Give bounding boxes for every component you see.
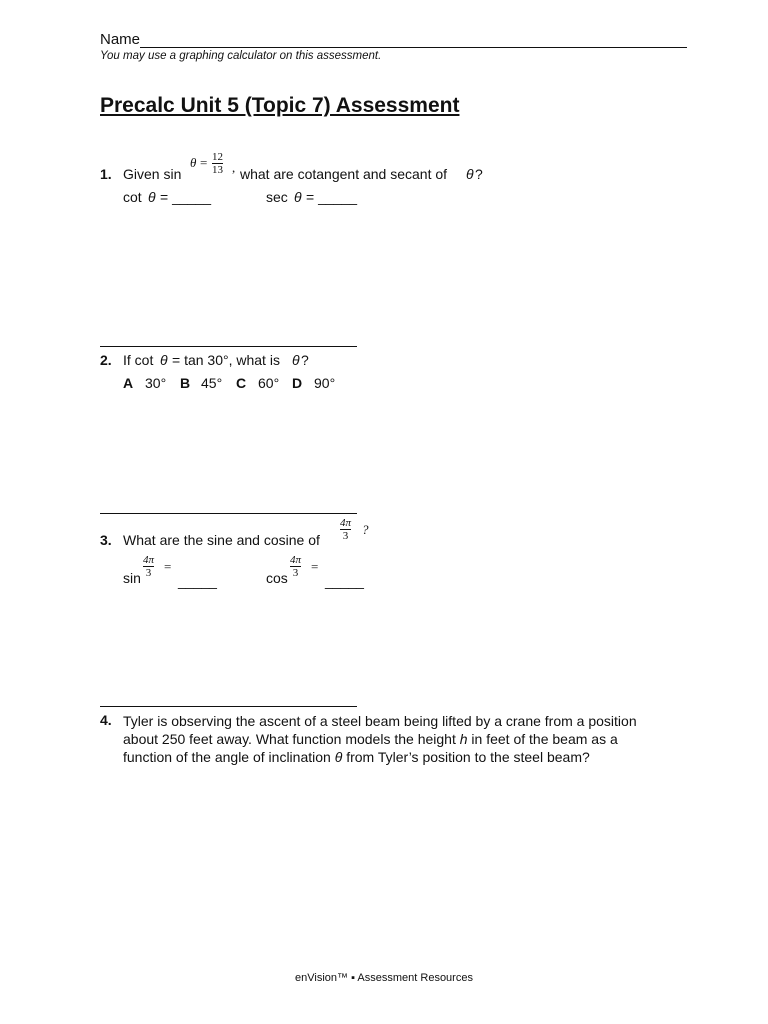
option-c-letter[interactable]: C (236, 375, 247, 391)
question-number: 2. (100, 352, 112, 368)
option-a-value[interactable]: 30° (145, 375, 167, 391)
theta-symbol: θ (160, 352, 168, 368)
page-title: Precalc Unit 5 (Topic 7) Assessment (100, 94, 460, 117)
variable-h: h (459, 731, 468, 747)
sin-answer-blank[interactable]: _____ (178, 573, 217, 589)
option-a-letter[interactable]: A (123, 375, 134, 391)
theta-symbol: θ (292, 352, 300, 368)
theta-symbol: θ (466, 166, 474, 182)
question-mark: ? (475, 166, 483, 182)
theta-symbol: θ (148, 189, 156, 205)
sec-label: sec (266, 189, 288, 205)
question-mark: ? (362, 522, 369, 537)
equals-sign: = (311, 559, 319, 574)
question-text-middle: = tan 30°, what is (172, 352, 280, 368)
fraction-numerator: 4π (143, 554, 155, 566)
cot-answer-blank[interactable]: = _____ (160, 189, 211, 205)
question-text-part-a: Tyler is observing the ascent of a steel beam being lifted by a crane from a position about 250 feet away. What function models the height (123, 713, 637, 747)
question-text-suffix: what are cotangent and secant of (240, 166, 448, 182)
fraction-denominator: 3 (340, 529, 351, 542)
theta-symbol: θ (334, 749, 343, 765)
name-label: Name (100, 31, 141, 48)
fraction-numerator: 4π (290, 554, 302, 566)
option-d-value[interactable]: 90° (314, 375, 336, 391)
separator-line (100, 706, 357, 707)
comma: , (232, 160, 236, 175)
question-mark: ? (301, 352, 309, 368)
question-text: What are the sine and cosine of (123, 532, 320, 548)
fraction-4pi-3 (143, 554, 154, 579)
option-c-value[interactable]: 60° (258, 375, 280, 391)
option-d-letter[interactable]: D (292, 375, 303, 391)
fraction-4pi-3 (340, 517, 351, 542)
option-b-letter[interactable]: B (180, 375, 191, 391)
fraction-denominator: 3 (143, 566, 154, 579)
sin-label: sin (123, 570, 141, 586)
fraction-denominator: 13 (212, 164, 223, 176)
separator-line (100, 346, 357, 347)
name-field-line[interactable] (140, 47, 687, 48)
fraction-numerator: 12 (212, 151, 223, 163)
question-number: 4. (100, 712, 112, 728)
question-number: 3. (100, 532, 112, 548)
fraction-denominator: 3 (290, 566, 301, 579)
cos-label: cos (266, 570, 288, 586)
fraction-4pi-3 (290, 554, 301, 579)
question-text-prefix: Given sin (123, 166, 182, 182)
question-text-part-b: in feet of the beam as a function of the angle of inclination (123, 731, 618, 765)
theta-symbol: θ (294, 189, 302, 205)
cot-label: cot (123, 189, 142, 205)
fraction-12-13 (212, 151, 223, 176)
sec-answer-blank[interactable]: = _____ (306, 189, 357, 205)
calculator-note: You may use a graphing calculator on this assessment. (100, 50, 382, 62)
question-text-prefix: If cot (123, 352, 154, 368)
question-text (123, 712, 658, 766)
equals-sign: = (164, 559, 172, 574)
question-number: 1. (100, 166, 112, 182)
separator-line (100, 513, 357, 514)
footer-text: enVision™ ▪ Assessment Resources (295, 972, 473, 984)
option-b-value[interactable]: 45° (201, 375, 223, 391)
fraction-numerator: 4π (340, 517, 352, 529)
question-text-part-c: from Tyler’s position to the steel beam? (346, 749, 590, 765)
cos-answer-blank[interactable]: _____ (325, 573, 364, 589)
equals-sign: = (200, 155, 208, 170)
theta-symbol: θ (190, 155, 197, 170)
